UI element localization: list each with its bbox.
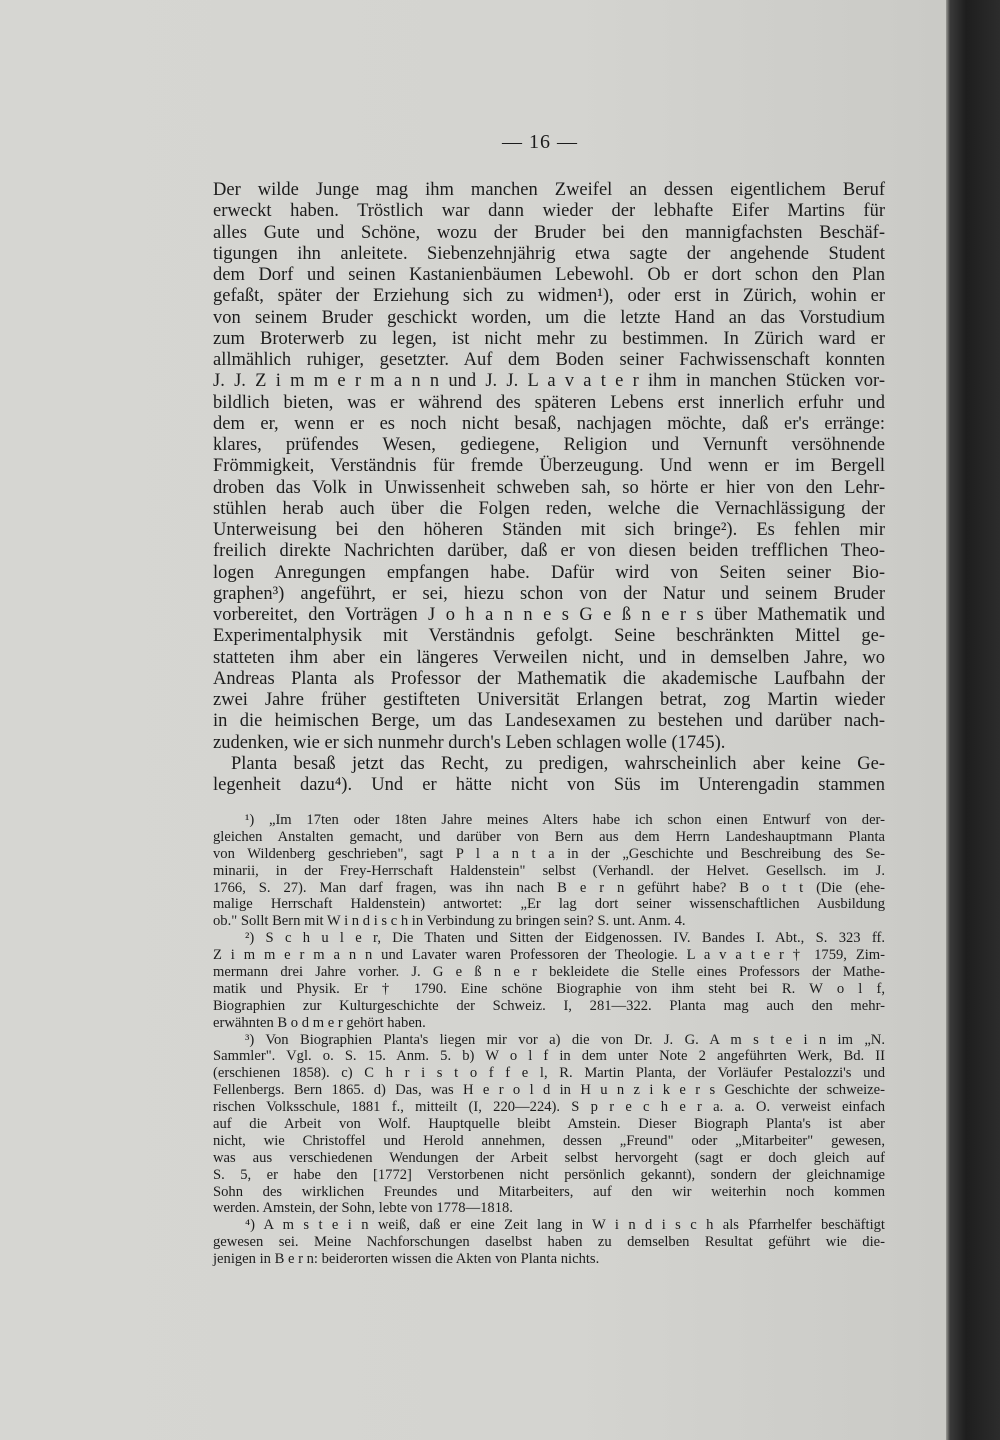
text-line: zwei Jahre früher gestifteten Universität Erlangen betrat, zog Martin wieder [213,690,885,710]
text-line: zudenken, wie er sich nunmehr durch's Leben schlagen wolle (1745). [213,732,726,753]
text-line: vorbereitet, den Vorträgen J o h a n n e s G e ß n e r s über Mathematik und [213,605,885,625]
footnote-line: mermann drei Jahre vorher. J. G e ß n e r bekleidete die Stelle eines Professors der Mathe- [213,964,885,981]
footnote-line: ob." Sollt Bern mit W i n d i s c h in Verbindung zu bringen sein? S. unt. Anm. 4. [213,913,686,930]
footnote-line: Z i m m e r m a n n und Lavater waren Professoren der Theologie. L a v a t e r † 1759, Zim- [213,947,885,964]
text-line: J. J. Z i m m e r m a n n und J. J. L a v a t e r ihm in manchen Stücken vor- [213,371,885,392]
text-line: stühlen herab auch über die Folgen reden, welche die Vernachlässigung der [213,498,885,519]
text-line: Planta besaß jetzt das Recht, zu predigen, wahrscheinlich aber keine Ge- [231,753,885,774]
footnote-line: Sohn des wirklichen Freundes und Mitarbeiters, auf den wir weiterhin noch kommen [213,1183,885,1200]
footnote-line: rischen Volksschule, 1881 f., mitteilt (I, 220—224). S p r e c h e r a. a. O. verweist einfach [213,1099,885,1116]
footnote-line: (erschienen 1858). c) C h r i s t o f f e l, R. Martin Planta, der Vorläufer Pestalozzi's und [213,1065,885,1082]
text-line: statteten ihm aber ein längeres Verweilen nicht, und in demselben Jahre, wo [213,647,885,668]
text-line: klares, prüfendes Wesen, gediegene, Religion und Vernunft versöhnende [213,435,885,455]
footnote-line: malige Herrschaft Haldenstein) antwortet: „Er lag dort seiner wissenschaftlichen Ausbildung [213,896,885,913]
footnote-line: was aus verschiedenen Wendungen der Arbeit selbst hervorgeht (sagt er doch gleich auf [213,1149,885,1166]
text-line: Experimentalphysik mit Verständnis gefolgt. Seine beschränkten Mittel ge- [213,626,885,647]
footnote-line: von Wildenberg geschrieben", sagt P l a n t a in der „Geschichte und Beschreibung des Se- [213,845,885,862]
text-line: logen Anregungen empfangen habe. Dafür wird von Seiten seiner Bio- [213,562,885,583]
footnote-line: nicht, wie Christoffel und Herold annehmen, dessen „Freund" oder „Mitarbeiter" gewesen, [213,1132,885,1149]
text-line: Unterweisung bei den höheren Ständen mit sich bringe²). Es fehlen mir [213,520,885,540]
footnote-line: ⁴) A m s t e i n weiß, daß er eine Zeit lang in W i n d i s c h als Pfarrhelfer beschäftigt [245,1217,885,1234]
footnote-line: Fellenbergs. Bern 1865. d) Das, was H e r o l d in H u n z i k e r s Geschichte der schweize- [213,1082,885,1099]
footnote-line: Sammler". Vgl. o. S. 15. Anm. 5. b) W o l f in dem unter Note 2 angeführten Werk, Bd. II [213,1048,885,1065]
text-line: alles Gute und Schöne, wozu der Bruder bei den mannigfachsten Beschäf- [213,222,885,243]
footnote-line: gleichen Anstalten gemacht, und darüber von Bern aus dem Herrn Landeshauptmann Planta [213,828,885,845]
text-line: in die heimischen Berge, um das Landesexamen zu bestehen und darüber nach- [213,711,885,732]
page-number: — 16 — [502,131,578,153]
text-line: dem Dorf und seinen Kastanienbäumen Lebewohl. Ob er dort schon den Plan [213,265,885,285]
text-line: graphen³) angeführt, er sei, hiezu schon von der Natur und seinem Bruder [213,583,885,604]
footnote-line: jenigen in B e r n: beiderorten wissen die Akten von Planta nichts. [213,1251,600,1268]
scan-edge [946,0,1000,1440]
text-line: gefaßt, später der Erziehung sich zu widmen¹), oder erst in Zürich, wohin er [213,286,885,307]
text-line: droben das Volk in Unwissenheit schweben sah, so hörte er hier von den Lehr- [213,477,885,498]
footnote-line: Biographien zur Kulturgeschichte der Schweiz. I, 281—322. Planta mag auch den mehr- [213,997,885,1014]
footnote-line: ²) S c h u l e r, Die Thaten und Sitten der Eidgenossen. IV. Bandes I. Abt., S. 323 ff. [245,930,885,947]
text-line: legenheit dazu⁴). Und er hätte nicht von Süs im Unterengadin stammen [213,775,885,795]
main-text [213,180,885,796]
text-line: allmählich ruhiger, gesetzter. Auf dem Boden seiner Fachwissenschaft konnten [213,350,885,370]
text-line: bildlich bieten, was er während des späteren Lebens erst innerlich erfuhr und [213,392,885,413]
text-line: Andreas Planta als Professor der Mathematik die akademische Laufbahn der [213,668,885,689]
text-line: erweckt haben. Tröstlich war dann wieder der lebhafte Eifer Martins für [213,201,885,222]
footnote-line: werden. Amstein, der Sohn, lebte von 1778—1818. [213,1200,513,1217]
text-line: zum Broterwerb zu legen, ist nicht mehr zu bestimmen. In Zürich ward er [213,328,885,349]
footnote-line: minarii, in der Frey-Herrschaft Haldenstein" selbst (Verhandl. der Helvet. Gesellsch. im J. [213,862,885,879]
text-line: freilich direkte Nachrichten darüber, daß er von diesen beiden trefflichen Theo- [213,541,885,562]
footnote-line: ¹) „Im 17ten oder 18ten Jahre meines Alters habe ich schon einen Entwurf von der- [245,812,885,828]
footnote-line: gewesen sei. Meine Nachforschungen daselbst haben zu demselben Resultat geführt wie die- [213,1234,885,1251]
footnote-line: auf die Arbeit von Wolf. Hauptquelle bleibt Amstein. Dieser Biograph Planta's ist aber [213,1116,885,1133]
footnote-line: erwähnten B o d m e r gehört haben. [213,1014,426,1031]
footnote-line: matik und Physik. Er † 1790. Eine schöne Biographie von ihm steht bei R. W o l f, [213,980,885,997]
text-line: tigungen ihn anleitete. Siebenzehnjährig etwa sagte der angehende Student [213,243,885,264]
text-line: von seinem Bruder geschickt worden, um die letzte Hand an das Vorstudium [213,307,885,328]
text-line: Der wilde Junge mag ihm manchen Zweifel an dessen eigentlichem Beruf [213,180,885,200]
footnote-line: S. 5, er habe den [1772] Verstorbenen nicht persönlich gekannt), sondern der gleichnamige [213,1166,885,1183]
footnotes [213,812,885,1268]
footnote-line: 1766, S. 27). Man darf fragen, was ihn nach B e r n geführt habe? B o t t (Die (ehe- [213,879,885,896]
footnote-line: ³) Von Biographien Planta's liegen mir vor a) die von Dr. J. G. A m s t e i n im „N. [245,1031,885,1048]
text-line: dem er, wenn er es noch nicht besaß, nachjagen möchte, daß er's erränge: [213,413,885,434]
text-line: Frömmigkeit, Verständnis für fremde Überzeugung. Und wenn er im Bergell [213,456,885,477]
